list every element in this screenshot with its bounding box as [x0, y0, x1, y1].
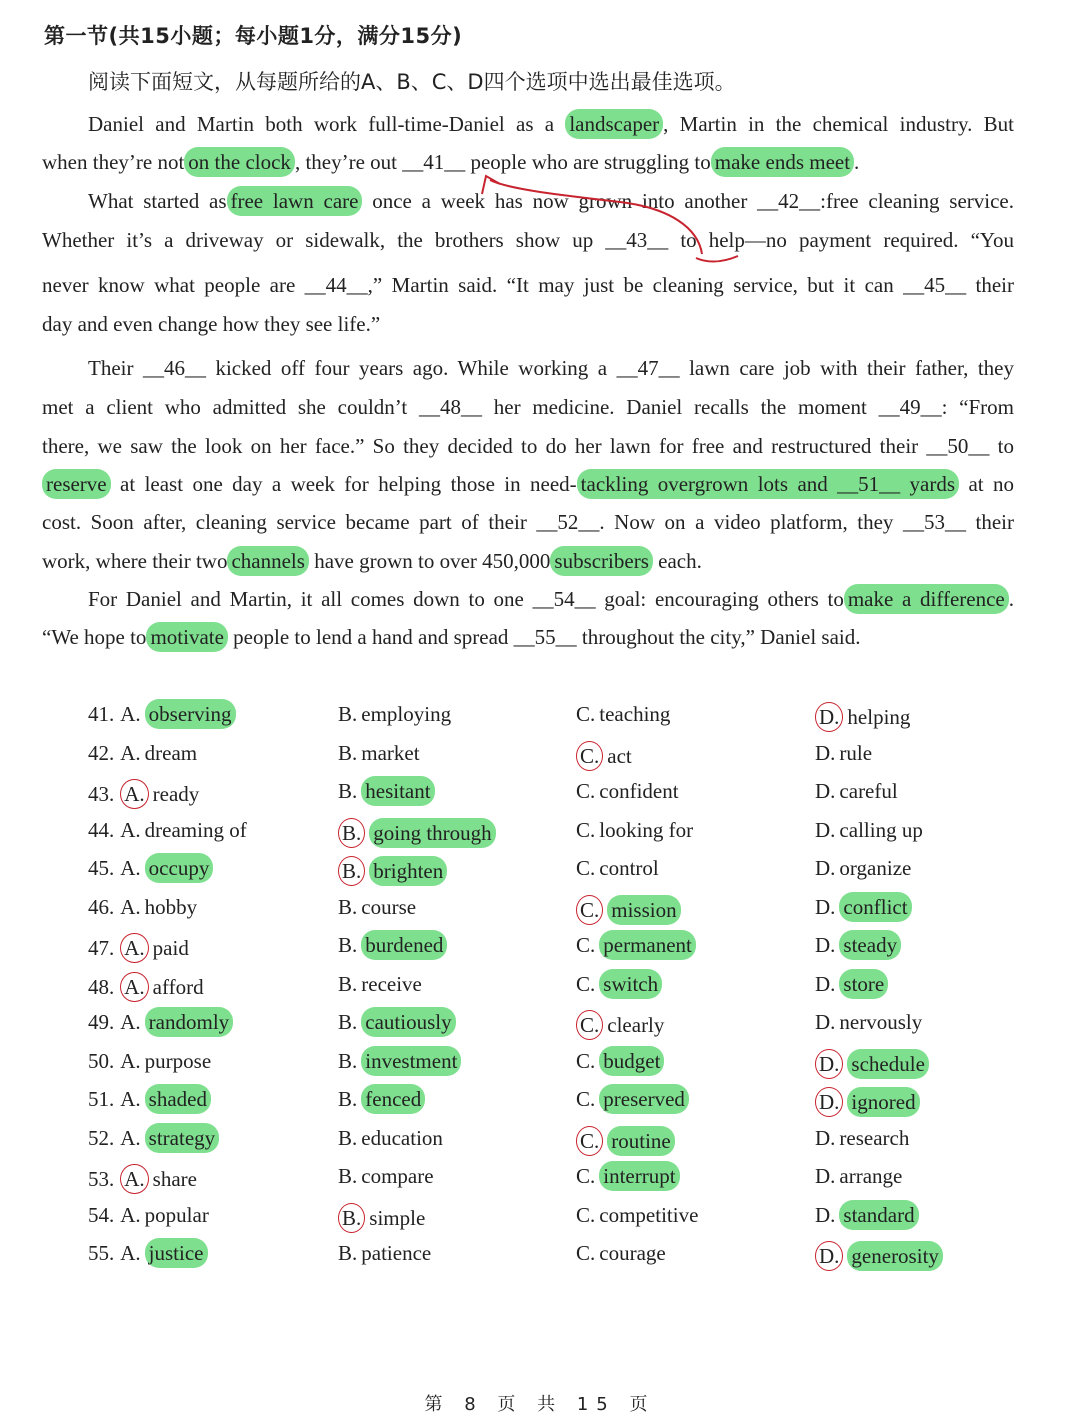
option-letter: C.	[576, 1048, 596, 1073]
option-c	[576, 933, 696, 958]
option-word: receive	[361, 971, 422, 996]
option-letter: A.	[120, 702, 141, 726]
option-b	[338, 1126, 443, 1151]
option-letter: C.	[576, 1087, 596, 1111]
option-word: arrange	[839, 1164, 903, 1188]
option-word: brighten	[369, 856, 447, 886]
option-word: education	[361, 1125, 443, 1150]
option-letter: C.	[576, 971, 596, 996]
option-d	[815, 1049, 929, 1079]
option-letter: C.	[576, 1010, 603, 1040]
option-d	[815, 856, 911, 881]
option-b	[338, 972, 422, 997]
option-word: course	[361, 894, 417, 919]
option-b	[338, 818, 496, 848]
option-letter: B.	[338, 894, 358, 919]
option-a	[88, 1203, 209, 1228]
option-a	[88, 818, 247, 843]
option-word: observing	[145, 699, 236, 729]
option-word: generosity	[847, 1241, 942, 1271]
option-word: clearly	[607, 1013, 665, 1037]
option-a	[88, 1049, 211, 1074]
option-word: switch	[599, 969, 662, 999]
option-word: schedule	[847, 1049, 928, 1079]
option-a	[88, 895, 197, 920]
question-number: 45.	[88, 856, 115, 880]
option-word: dreaming of	[144, 817, 247, 842]
option-word: competitive	[599, 1202, 699, 1227]
option-word: nervously	[839, 1010, 923, 1034]
option-letter: A.	[120, 1202, 141, 1227]
option-word: looking for	[599, 817, 694, 842]
option-b	[338, 1087, 425, 1112]
option-word: compare	[361, 1164, 434, 1188]
option-letter: A.	[120, 1087, 141, 1111]
option-b	[338, 779, 435, 804]
option-letter: A.	[120, 740, 141, 765]
option-letter: C.	[576, 1202, 596, 1227]
option-word: ignored	[847, 1087, 919, 1117]
option-word: routine	[607, 1126, 674, 1156]
option-word: preserved	[599, 1084, 689, 1114]
option-b	[338, 1010, 456, 1035]
option-letter: B.	[338, 1164, 358, 1188]
option-letter: B.	[338, 1087, 358, 1111]
question-number: 55.	[88, 1241, 115, 1265]
option-a	[88, 1010, 233, 1035]
option-word: hobby	[144, 894, 198, 919]
option-letter: A.	[120, 1048, 141, 1073]
option-letter: D.	[815, 779, 836, 803]
option-letter: D.	[815, 894, 836, 919]
option-letter: B.	[338, 1010, 358, 1034]
passage-line: “We hope to motivate people to lend a hand and spread __55__ throughout the city,” Daniel said.	[42, 625, 1014, 650]
option-letter: D.	[815, 1202, 836, 1227]
option-word: employing	[361, 702, 452, 726]
option-a	[88, 1126, 219, 1151]
option-letter: A.	[120, 1164, 148, 1194]
option-letter: A.	[120, 1125, 141, 1150]
option-d	[815, 1126, 909, 1151]
option-word: conflict	[839, 892, 911, 922]
option-d	[815, 972, 888, 997]
question-number: 42.	[88, 740, 115, 765]
option-a	[88, 1087, 211, 1112]
option-d	[815, 895, 912, 920]
highlight: make ends meet	[711, 147, 854, 177]
passage-line: met a client who admitted she couldn’t __48__ her medicine. Daniel recalls the moment __49__: “From	[42, 395, 1014, 419]
option-c	[576, 972, 662, 997]
page-footer: 第 8 页 共 15 页	[424, 1394, 656, 1415]
option-word: careful	[839, 779, 898, 803]
option-word: shaded	[145, 1084, 211, 1114]
option-a	[88, 1241, 208, 1266]
question-number: 54.	[88, 1202, 115, 1227]
option-a	[88, 1164, 197, 1194]
option-a	[88, 856, 213, 881]
option-b	[338, 702, 451, 727]
option-b	[338, 895, 416, 920]
highlight: free lawn care	[227, 186, 363, 216]
option-word: randomly	[145, 1007, 233, 1037]
passage-line: when they’re not on the clock , they’re out __41__ people who are struggling to make ends meet .	[42, 150, 1014, 175]
option-letter: D.	[815, 856, 836, 880]
option-letter: B.	[338, 1241, 358, 1265]
option-word: fenced	[361, 1084, 425, 1114]
option-word: store	[839, 969, 888, 999]
option-letter: A.	[120, 933, 148, 963]
option-letter: D.	[815, 1125, 836, 1150]
option-d	[815, 1010, 922, 1035]
option-letter: B.	[338, 779, 358, 803]
option-letter: C.	[576, 1164, 596, 1188]
option-letter: C.	[576, 817, 596, 842]
option-letter: B.	[338, 1048, 358, 1073]
option-c	[576, 1126, 675, 1156]
option-word: justice	[145, 1238, 208, 1268]
option-c	[576, 779, 679, 804]
option-word: helping	[847, 705, 911, 729]
option-word: confident	[599, 779, 679, 803]
passage-line: Daniel and Martin both work full-time-Daniel as a landscaper , Martin in the chemical industry. But	[88, 112, 1014, 137]
option-b	[338, 1164, 434, 1189]
question-number: 41.	[88, 702, 115, 726]
passage-line: reserve at least one day a week for helping those in need- tackling overgrown lots and __51__ yards at no	[42, 472, 1014, 497]
option-c	[576, 1010, 664, 1040]
highlight: motivate	[146, 622, 227, 652]
question-number: 51.	[88, 1087, 115, 1111]
option-a	[88, 933, 189, 963]
option-letter: A.	[120, 817, 141, 842]
question-number: 50.	[88, 1048, 115, 1073]
highlight: reserve	[42, 469, 111, 499]
option-c	[576, 895, 681, 925]
option-c	[576, 818, 693, 843]
question-number: 46.	[88, 894, 115, 919]
option-a	[88, 702, 236, 727]
highlight: channels	[227, 546, 308, 576]
section-heading: 第一节(共15小题；每小题1分，满分15分)	[44, 24, 463, 48]
option-word: teaching	[599, 702, 671, 726]
option-letter: D.	[815, 933, 836, 957]
passage-line: Their __46__ kicked off four years ago. While working a __47__ lawn care job with their father, they	[88, 356, 1014, 380]
option-letter: C.	[576, 856, 596, 880]
option-b	[338, 1049, 461, 1074]
passage-line: What started as free lawn care once a week has now grown into another __42__:free cleaning service.	[88, 189, 1014, 214]
highlight: tackling overgrown lots and __51__ yards	[577, 469, 959, 499]
option-word: rule	[839, 740, 873, 765]
option-word: purpose	[144, 1048, 212, 1073]
option-letter: C.	[576, 895, 603, 925]
option-b	[338, 741, 420, 766]
option-word: interrupt	[599, 1161, 679, 1191]
highlight: landscaper	[565, 109, 663, 139]
option-letter: A.	[120, 972, 148, 1002]
option-a	[88, 741, 197, 766]
option-word: permanent	[599, 930, 696, 960]
option-word: mission	[607, 895, 680, 925]
question-number: 49.	[88, 1010, 115, 1034]
question-number: 43.	[88, 782, 115, 806]
option-c	[576, 856, 659, 881]
passage-line: cost. Soon after, cleaning service became part of their __52__. Now on a video platform, they __53__ their	[42, 510, 1014, 534]
question-number: 47.	[88, 936, 115, 960]
passage-line: For Daniel and Martin, it all comes down to one __54__ goal: encouraging others to make a difference .	[88, 587, 1014, 612]
option-word: patience	[361, 1241, 432, 1265]
option-word: going through	[369, 818, 495, 848]
option-word: burdened	[361, 930, 447, 960]
question-number: 53.	[88, 1167, 115, 1191]
option-letter: C.	[576, 702, 596, 726]
option-word: paid	[152, 936, 189, 960]
passage-line: work, where their two channels have grown to over 450,000 subscribers each.	[42, 549, 1014, 574]
option-word: budget	[599, 1046, 664, 1076]
highlight: make a difference	[844, 584, 1009, 614]
option-letter: B.	[338, 933, 358, 957]
option-word: strategy	[145, 1123, 219, 1153]
passage-line: never know what people are __44__,” Martin said. “It may just be cleaning service, but it can __45__ their	[42, 273, 1014, 297]
option-c	[576, 1087, 689, 1112]
option-word: standard	[839, 1200, 918, 1230]
option-letter: D.	[815, 1241, 843, 1271]
option-word: dream	[144, 740, 198, 765]
option-letter: A.	[120, 856, 141, 880]
option-letter: A.	[120, 1241, 141, 1265]
option-word: steady	[839, 930, 901, 960]
option-c	[576, 702, 670, 727]
option-letter: B.	[338, 818, 365, 848]
highlight: on the clock	[184, 147, 295, 177]
option-c	[576, 1241, 666, 1266]
option-word: market	[361, 740, 420, 765]
option-letter: A.	[120, 894, 141, 919]
question-number: 48.	[88, 974, 115, 999]
option-letter: C.	[576, 779, 596, 803]
option-letter: B.	[338, 740, 358, 765]
instruction: 阅读下面短文，从每题所给的A、B、C、D四个选项中选出最佳选项。	[88, 70, 736, 94]
highlight: subscribers	[550, 546, 652, 576]
option-b	[338, 1203, 425, 1233]
option-word: afford	[152, 974, 204, 999]
option-c	[576, 1203, 698, 1228]
option-letter: C.	[576, 1241, 596, 1265]
question-number: 44.	[88, 817, 115, 842]
option-d	[815, 1241, 943, 1271]
option-letter: A.	[120, 779, 148, 809]
option-c	[576, 741, 632, 771]
option-d	[815, 818, 923, 843]
option-letter: D.	[815, 1010, 836, 1034]
option-word: act	[607, 743, 632, 768]
option-c	[576, 1049, 664, 1074]
passage-line: day and even change how they see life.”	[42, 312, 381, 336]
option-letter: B.	[338, 702, 358, 726]
option-word: courage	[599, 1241, 666, 1265]
option-d	[815, 741, 872, 766]
option-word: research	[839, 1125, 910, 1150]
option-letter: D.	[815, 1049, 843, 1079]
option-word: investment	[361, 1046, 461, 1076]
option-a	[88, 779, 199, 809]
option-d	[815, 1164, 902, 1189]
option-d	[815, 702, 910, 732]
option-word: occupy	[145, 853, 214, 883]
option-letter: B.	[338, 1125, 358, 1150]
passage-line: there, we saw the look on her face.” So they decided to do her lawn for free and restructured their __50__ to	[42, 434, 1014, 458]
option-a	[88, 972, 204, 1002]
option-d	[815, 779, 898, 804]
option-b	[338, 933, 447, 958]
option-letter: C.	[576, 1126, 603, 1156]
option-word: control	[599, 856, 659, 880]
option-word: hesitant	[361, 776, 434, 806]
question-number: 52.	[88, 1125, 115, 1150]
option-letter: D.	[815, 971, 836, 996]
option-d	[815, 933, 901, 958]
option-word: calling up	[839, 817, 923, 842]
option-c	[576, 1164, 680, 1189]
handwritten-underline-icon	[694, 252, 742, 266]
option-d	[815, 1087, 920, 1117]
option-word: cautiously	[361, 1007, 455, 1037]
option-letter: C.	[576, 933, 596, 957]
passage-line: Whether it’s a driveway or sidewalk, the brothers show up __43__ to help—no payment required. “You	[42, 228, 1014, 252]
option-word: share	[152, 1167, 197, 1191]
option-word: popular	[144, 1202, 209, 1227]
option-letter: A.	[120, 1010, 141, 1034]
option-letter: B.	[338, 856, 365, 886]
option-letter: C.	[576, 741, 603, 771]
option-letter: D.	[815, 740, 836, 765]
option-d	[815, 1203, 919, 1228]
option-b	[338, 856, 447, 886]
handwritten-arrow-icon	[470, 168, 730, 268]
option-letter: D.	[815, 702, 843, 732]
option-letter: B.	[338, 1203, 365, 1233]
option-b	[338, 1241, 431, 1266]
option-letter: D.	[815, 1087, 843, 1117]
option-word: ready	[152, 782, 200, 806]
option-letter: D.	[815, 817, 836, 842]
option-letter: B.	[338, 971, 358, 996]
option-word: simple	[369, 1205, 426, 1230]
option-word: organize	[839, 856, 912, 880]
option-letter: D.	[815, 1164, 836, 1188]
